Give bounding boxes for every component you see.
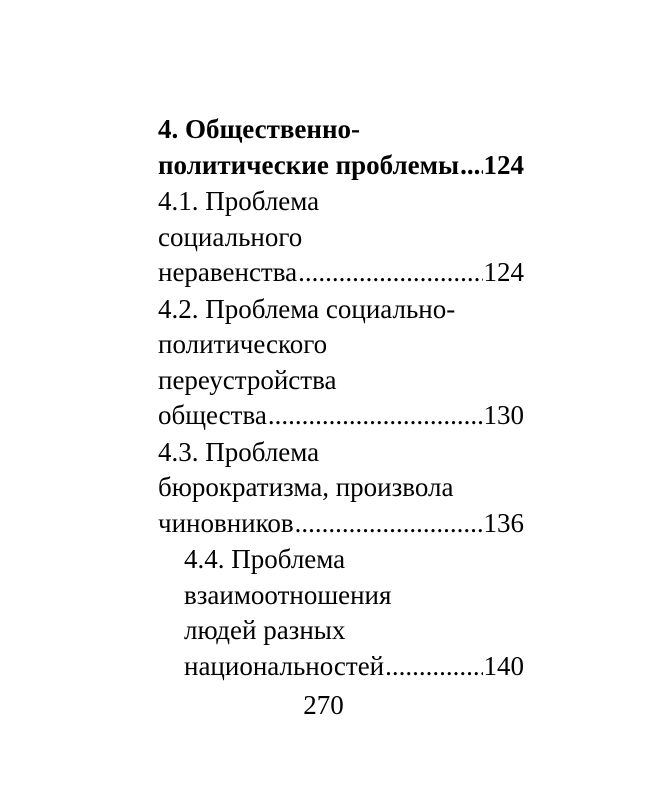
toc-entry-title-line: политические проблемы xyxy=(158,149,460,180)
toc-entry-4[interactable] xyxy=(158,112,524,183)
toc-entry-title-line: социального xyxy=(158,221,303,252)
dot-leader xyxy=(385,649,482,685)
toc-entry-title-line: взаимоотношения xyxy=(184,579,392,610)
table-of-contents xyxy=(158,112,524,685)
toc-entry-title-line: 4. Общественно- xyxy=(158,114,361,144)
toc-entry-4-3[interactable] xyxy=(158,435,524,542)
dot-leader xyxy=(295,506,483,542)
toc-page-number: 130 xyxy=(483,400,524,430)
toc-entry-title-line: 4.1. Проблема xyxy=(158,186,320,216)
page-number: 270 xyxy=(303,690,344,720)
toc-page-number: 140 xyxy=(483,650,524,681)
toc-page-number: 124 xyxy=(483,257,524,287)
toc-entry-4-2[interactable] xyxy=(158,292,524,434)
toc-page-number: 124 xyxy=(483,149,524,180)
toc-entry-title-line: 4.3. Проблема xyxy=(158,436,320,467)
toc-entry-title-line: чиновников xyxy=(158,507,294,538)
toc-entry-title-line: бюрократизма, произвола xyxy=(158,472,454,502)
dot-leader xyxy=(268,398,483,434)
toc-entry-title-line: людей разных xyxy=(184,615,346,645)
dot-leader xyxy=(460,148,482,184)
toc-entry-title-line: 4.4. Проблема xyxy=(184,544,346,574)
toc-entry-4-4[interactable] xyxy=(158,542,524,684)
dot-leader xyxy=(298,255,482,291)
toc-entry-title-line: 4.2. Проблема социально- xyxy=(158,293,456,324)
toc-entry-title-line: переустройства xyxy=(158,364,337,395)
toc-entry-4-1[interactable] xyxy=(158,184,524,291)
toc-entry-title-line: национальностей xyxy=(184,650,385,681)
toc-entry-title-line: неравенства xyxy=(158,257,298,287)
toc-page-number: 136 xyxy=(483,507,524,538)
toc-entry-title-line: политического xyxy=(158,329,328,359)
toc-entry-title-line: общества xyxy=(158,400,267,430)
